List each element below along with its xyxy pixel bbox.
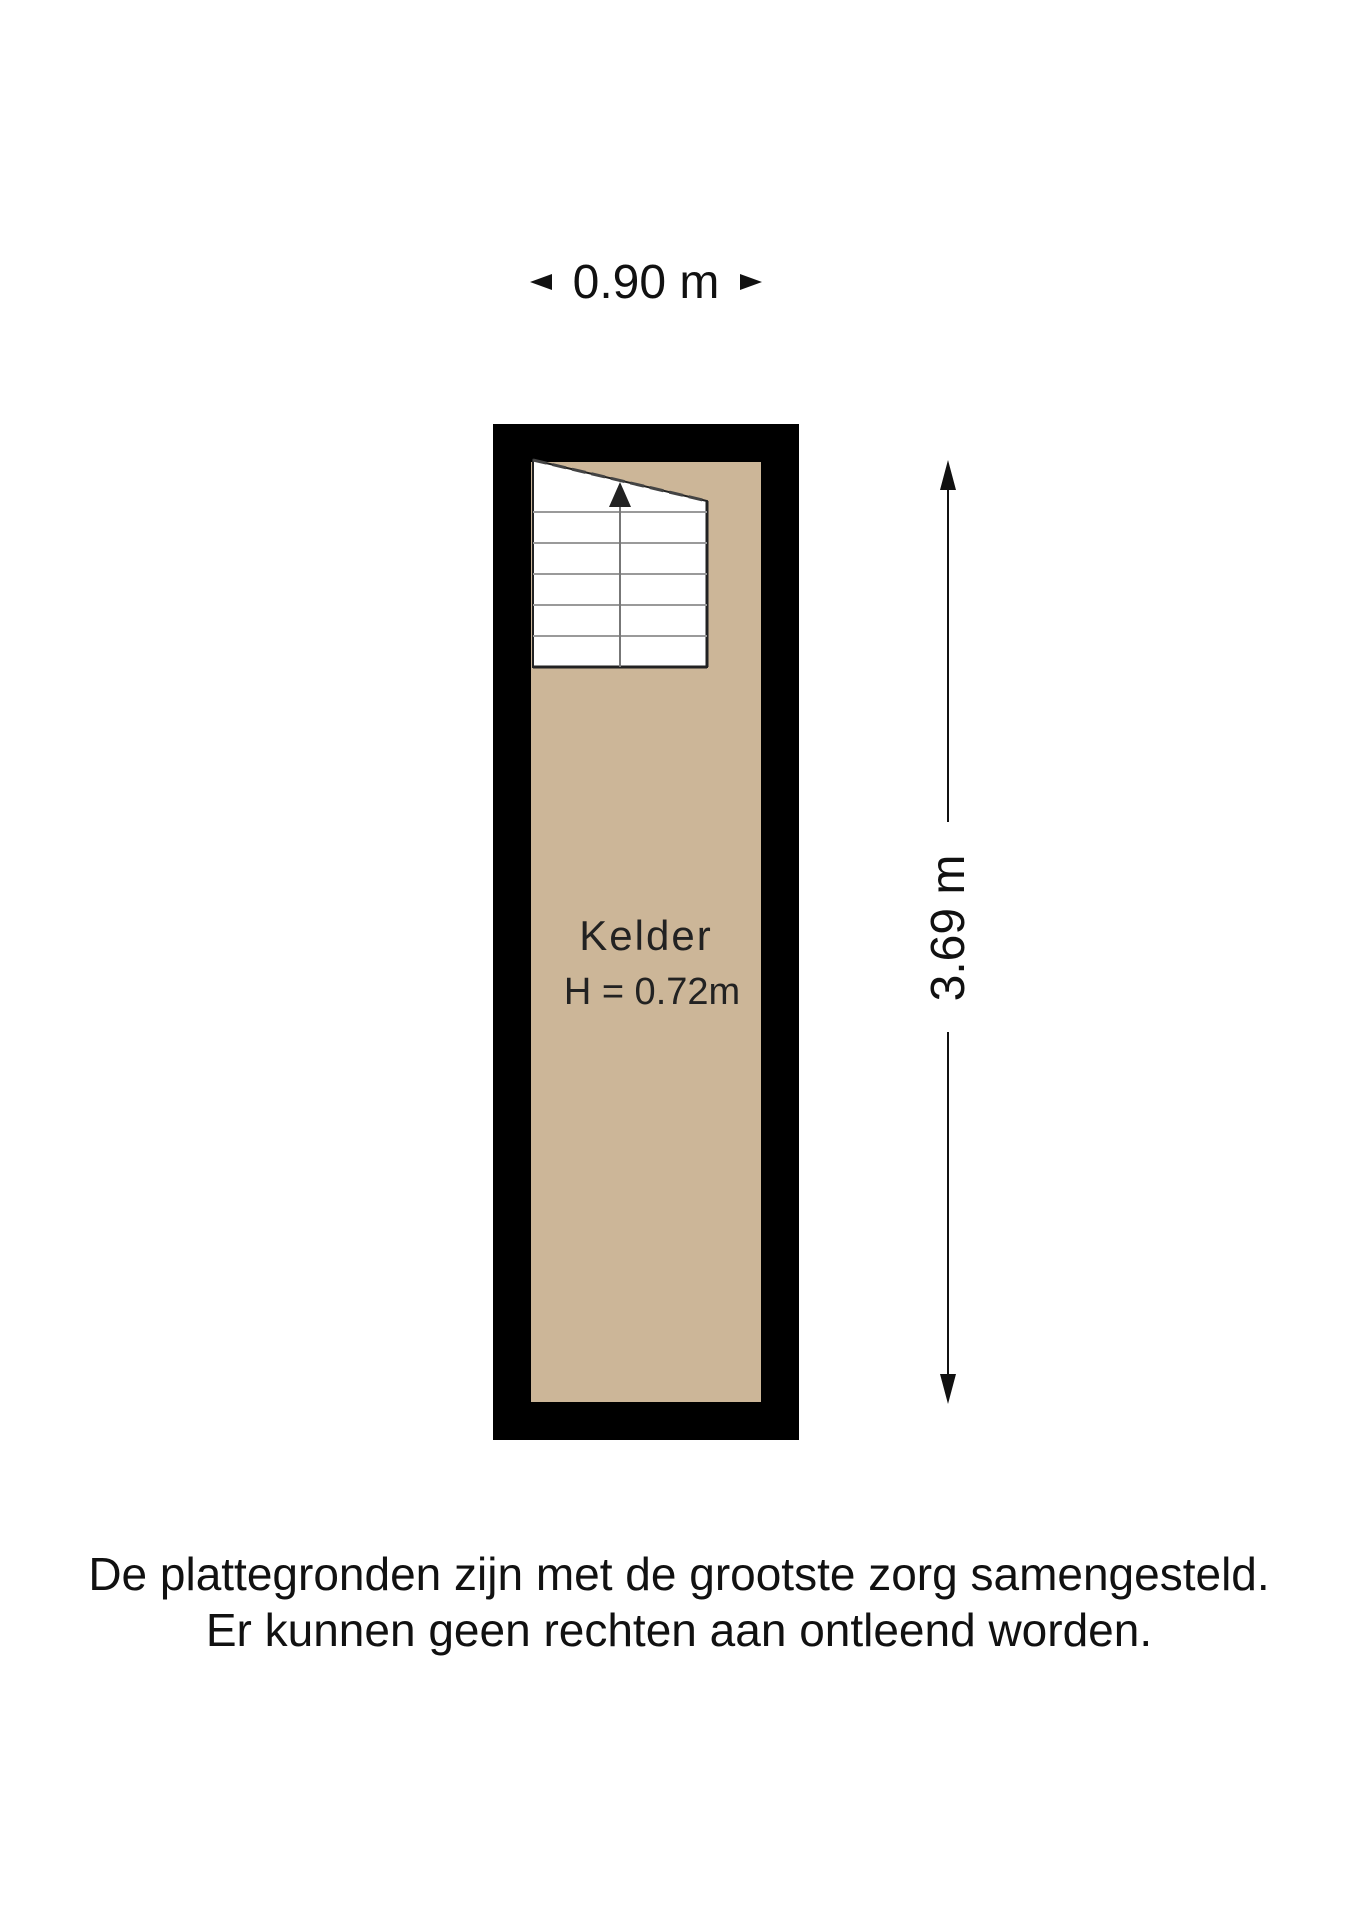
disclaimer-line-2: Er kunnen geen rechten aan ontleend worden.	[205, 1604, 1153, 1656]
room-height: H = 0.72m	[563, 971, 741, 1013]
width-label: 0.90 m	[572, 256, 720, 309]
room-name: Kelder	[579, 912, 713, 959]
disclaimer-line-1: De plattegronden zijn met de grootste zorg samengesteld.	[88, 1548, 1270, 1600]
width-arrow-right-icon	[740, 274, 762, 290]
width-arrow-left-icon	[530, 274, 552, 290]
length-arrow-up-icon	[940, 460, 956, 490]
length-dimension	[922, 460, 975, 1404]
disclaimer	[0, 1546, 1358, 1658]
length-label: 3.69 m	[922, 854, 975, 1002]
length-arrow-down-icon	[940, 1374, 956, 1404]
width-dimension	[530, 256, 762, 309]
